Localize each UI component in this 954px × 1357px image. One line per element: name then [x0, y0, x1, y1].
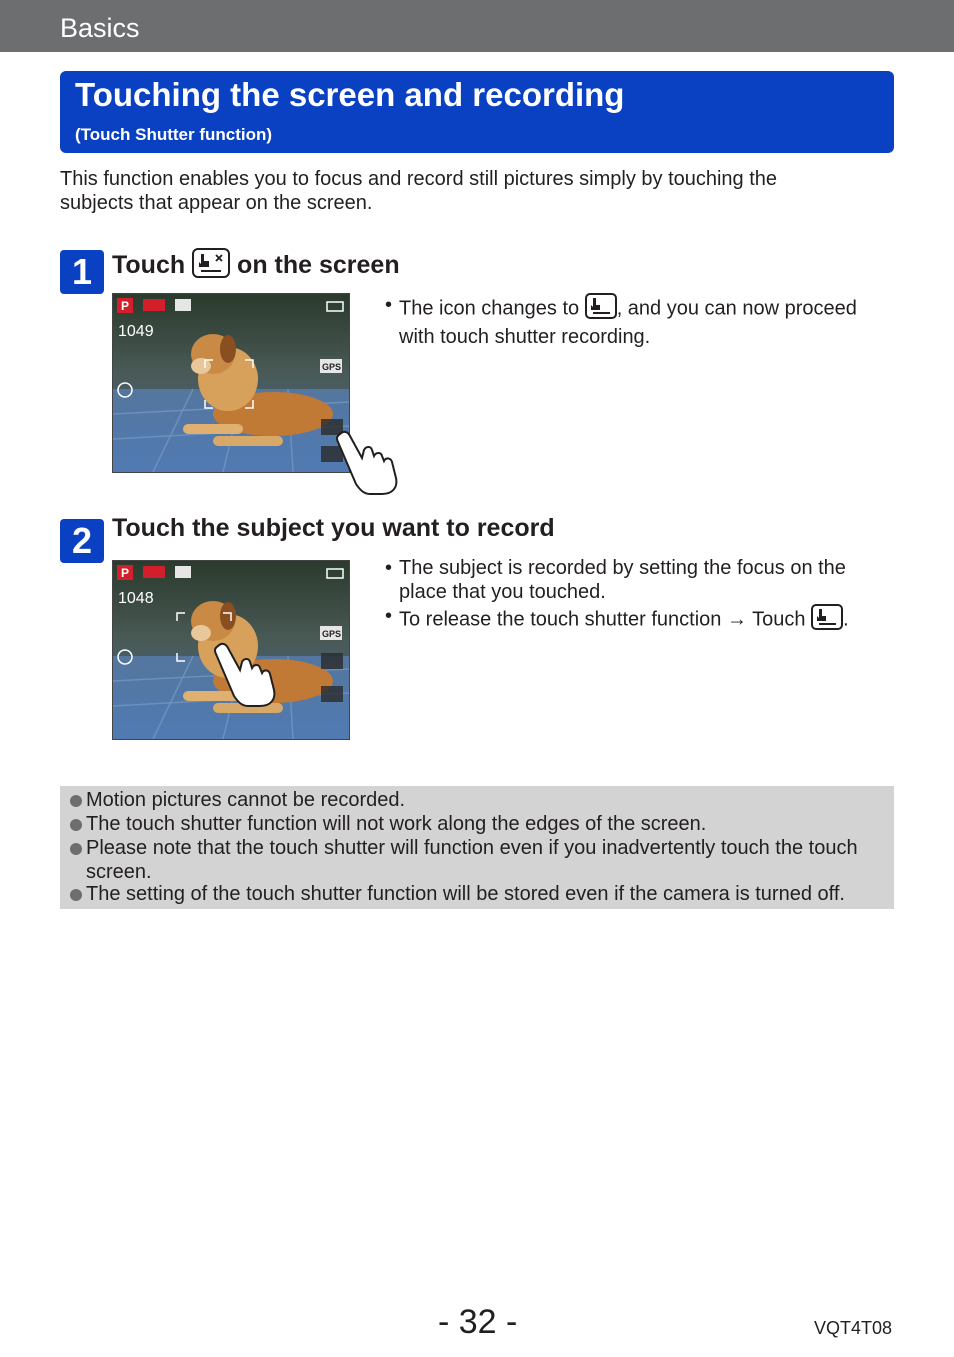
step-1-number: 1: [60, 250, 104, 294]
step-1-title-before: Touch: [112, 251, 186, 280]
page-title: Touching the screen and recording: [75, 76, 625, 113]
step-2-bullet-2-after: .: [843, 608, 849, 631]
step-1-camera-screen: [112, 293, 350, 473]
screen-mode: P: [121, 566, 130, 580]
step-1-text: [385, 293, 885, 349]
step-2-title: Touch the subject you want to record: [112, 514, 555, 542]
page-number: - 32 -: [438, 1303, 518, 1341]
touch-shutter-on-icon: [811, 604, 843, 636]
step-1-title-after: on the screen: [237, 251, 400, 280]
page-title-box: [60, 71, 894, 153]
step-1-bullet-1: [385, 293, 885, 349]
step-1-bullet-1-after: , and you can now proceed with touch shutter recording.: [399, 297, 857, 348]
step-1-title: [112, 248, 400, 285]
step-2-number: 2: [60, 519, 104, 563]
step-2-bullet-2: [385, 604, 885, 636]
section-label: Basics: [60, 13, 140, 43]
pointing-hand-icon: [334, 428, 400, 503]
notes-box: [60, 786, 894, 909]
shots-remaining: 1049: [118, 323, 154, 340]
intro-text: This function enables you to focus and record still pictures simply by touching the subjects that appear on the screen.: [60, 168, 778, 214]
gps-label: GPS: [322, 629, 342, 639]
note-item: Please note that the touch shutter will function even if you inadvertently touch the touch screen.: [70, 836, 886, 884]
step-2-text: [385, 556, 885, 636]
pointing-hand-icon: [212, 640, 278, 715]
screen-mode: P: [121, 299, 130, 313]
gps-label: GPS: [322, 362, 342, 372]
step-1-bullet-1-before: The icon changes to: [399, 297, 580, 320]
document-code: VQT4T08: [814, 1318, 893, 1338]
step-2-bullet-1: • The subject is recorded by setting the focus on the place that you touched.: [385, 556, 885, 604]
touch-shutter-on-icon: [585, 293, 617, 325]
section-header-bar: [0, 0, 954, 52]
shots-remaining: 1048: [118, 590, 154, 607]
touch-shutter-off-icon: [192, 248, 230, 285]
note-item: The touch shutter function will not work along the edges of the screen.: [70, 812, 886, 836]
step-2-bullet-2-before: To release the touch shutter function → Touch: [399, 608, 806, 631]
page-subtitle: (Touch Shutter function): [75, 125, 273, 144]
note-item: The setting of the touch shutter function will be stored even if the camera is turned off.: [70, 882, 906, 906]
note-item: Motion pictures cannot be recorded.: [70, 788, 886, 812]
